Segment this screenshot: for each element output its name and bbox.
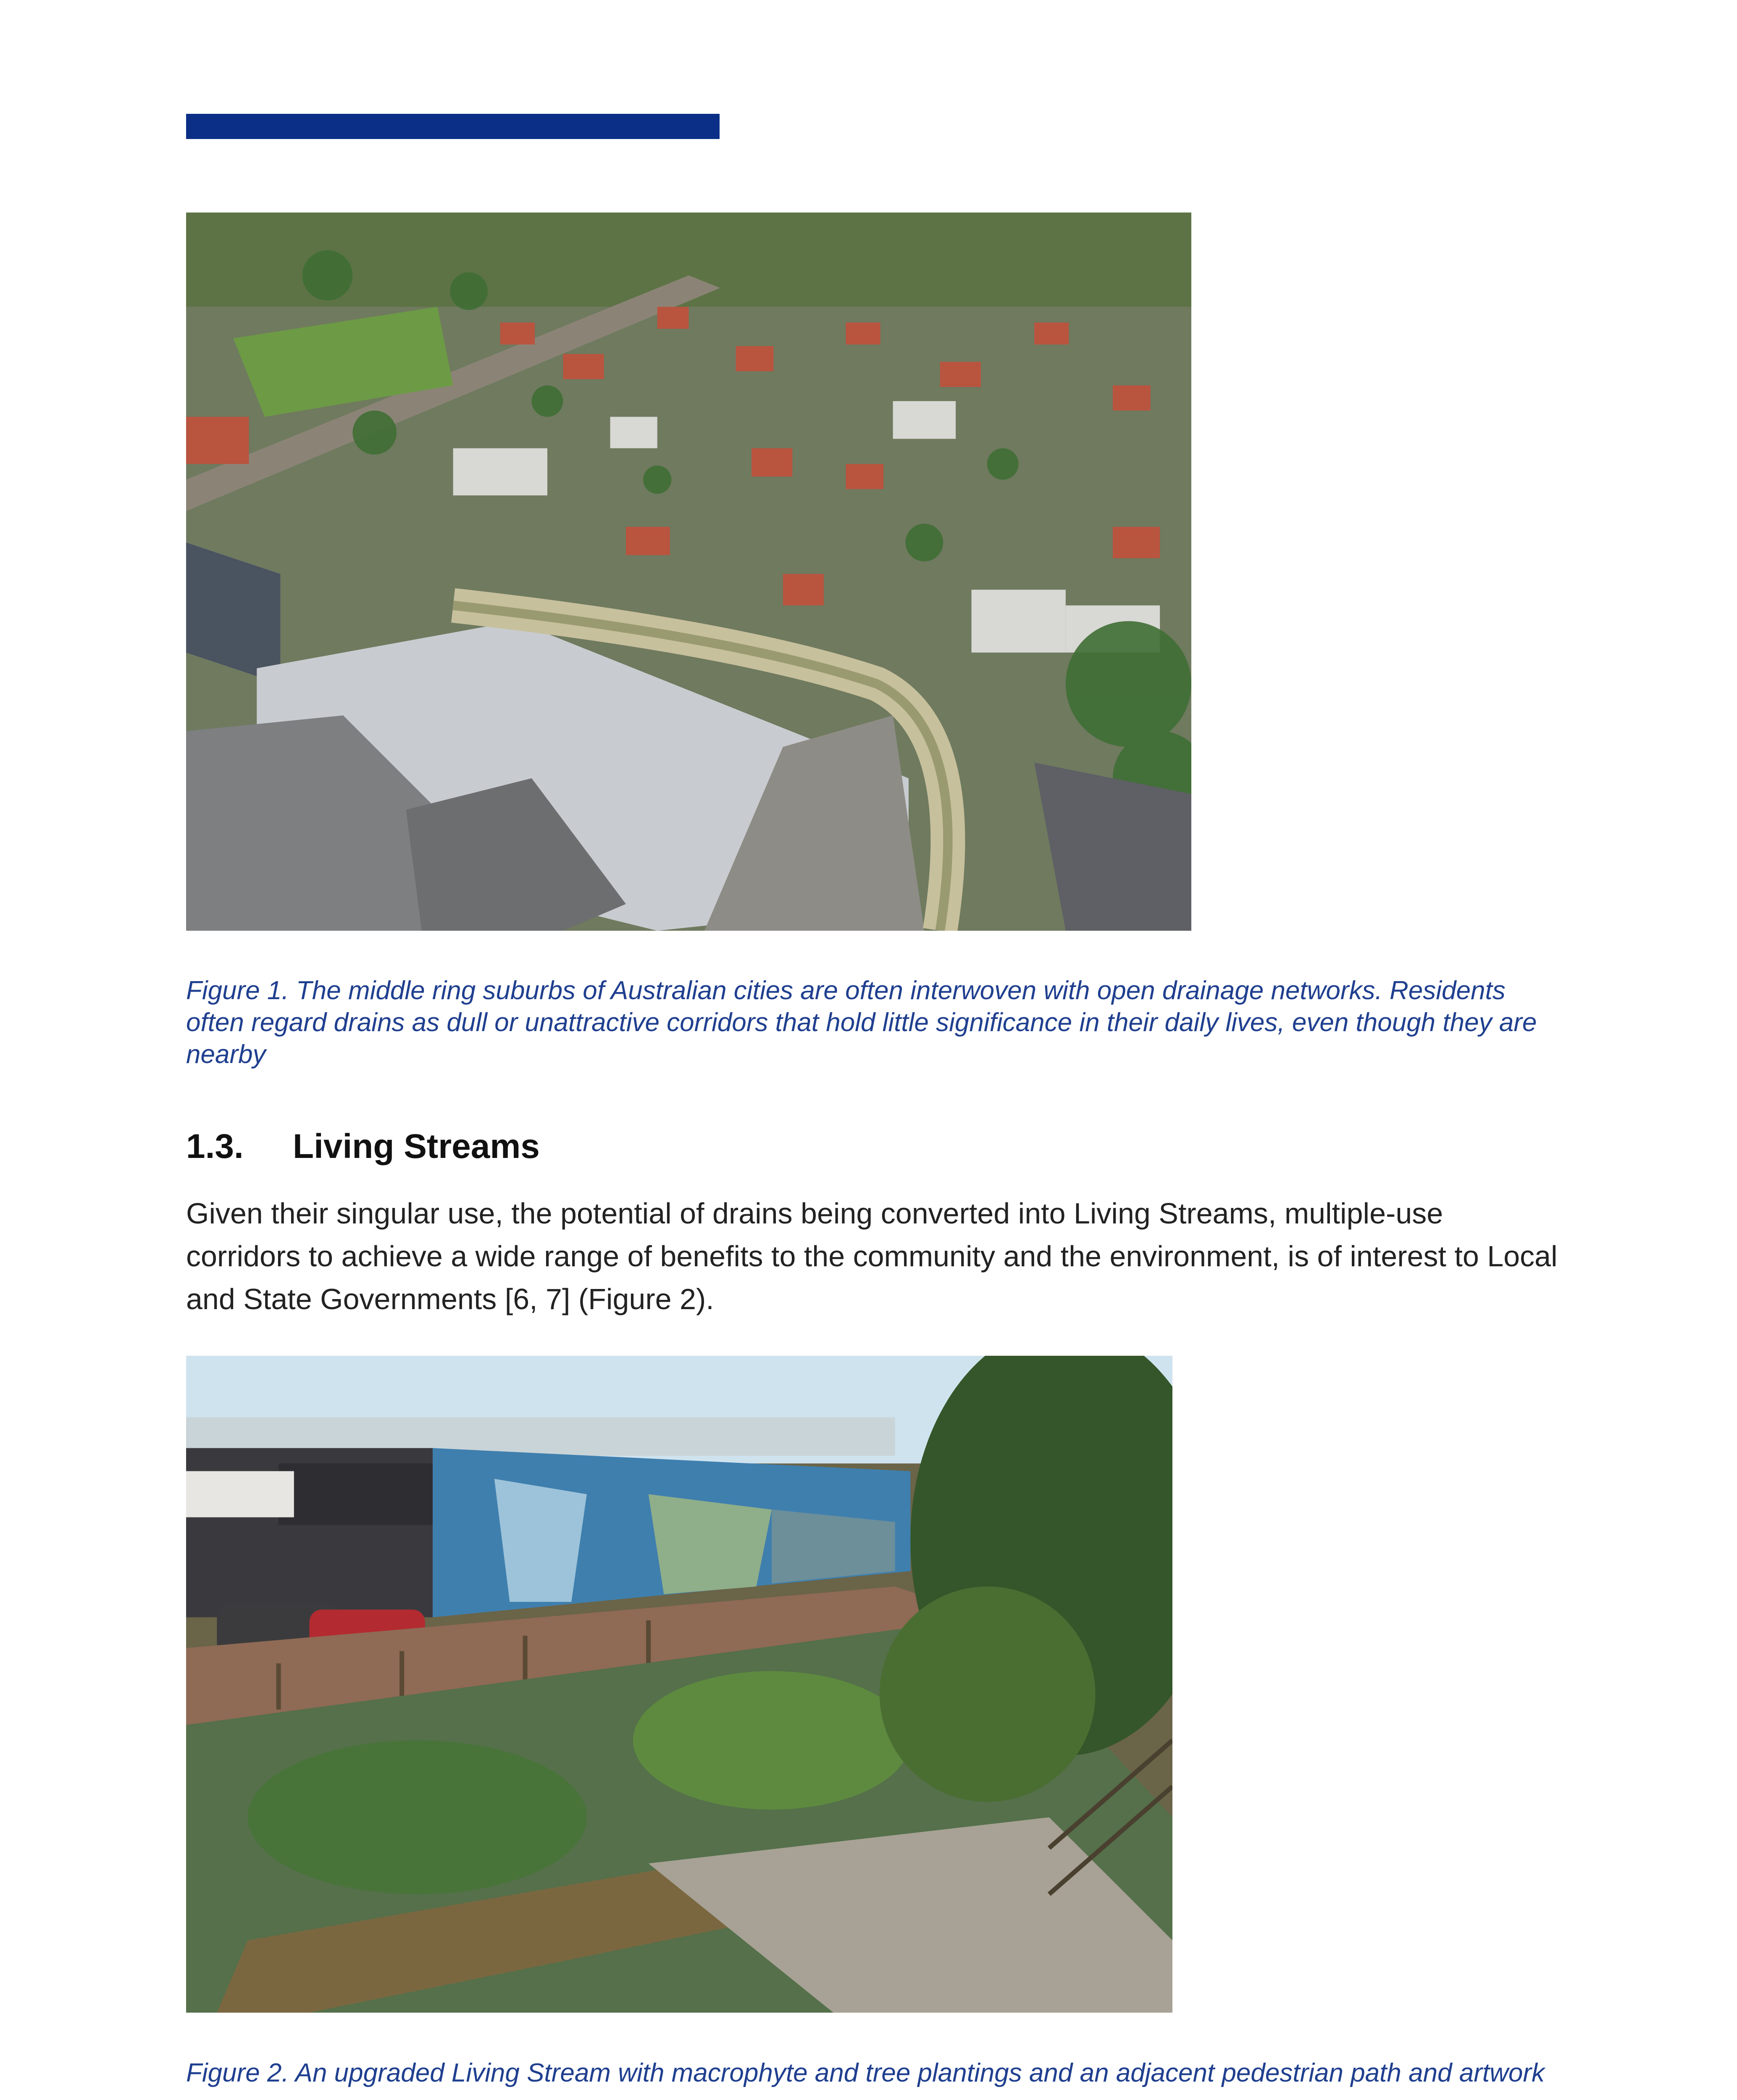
figure-1-caption: Figure 1. The middle ring suburbs of Australian cities are often interwoven with open drainage networks. Residents often regard drains as dull or unattractive corridors that hold little significance in their daily lives, even though they are nearby bbox=[186, 976, 1537, 1069]
section-paragraph: Given their singular use, the potential of drains being converted into Living Streams, multiple-use corridors to achieve a wide range of benefits to the community and the environment, is of interest to Local and State Governments [6, 7] (Figure 2). bbox=[186, 1197, 1558, 1315]
section-number: 1.3. bbox=[186, 1127, 244, 1166]
header-accent-bar bbox=[186, 114, 720, 139]
figure-2-caption: Figure 2. An upgraded Living Stream with macrophyte and tree plantings and an adjacent pedestrian path and artwork bbox=[186, 2058, 1545, 2087]
figure-2-image bbox=[186, 1356, 1172, 2013]
figure-1-image bbox=[186, 213, 1191, 931]
section-title: Living Streams bbox=[293, 1127, 540, 1166]
section-heading bbox=[186, 1121, 540, 1172]
